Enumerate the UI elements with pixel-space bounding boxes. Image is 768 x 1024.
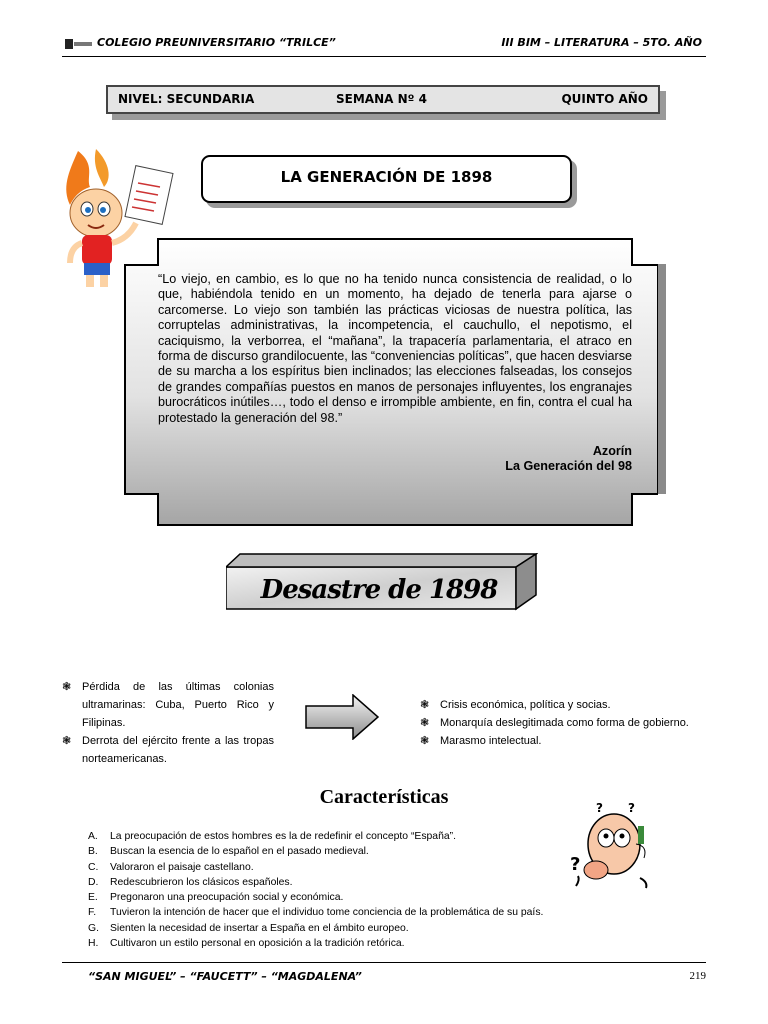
header-divider — [62, 56, 706, 57]
header-school: COLEGIO PREUNIVERSITARIO “TRILCE” — [97, 36, 336, 49]
quote-author: Azorín — [592, 444, 632, 458]
svg-text:?: ? — [628, 801, 635, 815]
list-item: D. Redescubrieron los clásicos españoles. — [88, 876, 293, 888]
list-item: ❃ Pérdida de las últimas colonias ultramarinas: Cuba, Puerto Rico y Filipinas. — [62, 678, 274, 732]
level-nivel: NIVEL: SECUNDARIA — [118, 92, 255, 106]
snowflake-bullet-icon: ❃ — [62, 735, 72, 747]
section-title-box — [201, 155, 572, 203]
header-course: III BIM – LITERATURA – 5TO. AÑO — [501, 36, 702, 49]
level-bar — [106, 85, 660, 114]
list-item: ❃ Derrota del ejército frente a las tropas norteamericanas. — [62, 732, 274, 768]
effects-list — [420, 696, 704, 750]
quote-attribution — [505, 444, 632, 475]
list-item: ❃ Marasmo intelectual. — [420, 732, 704, 750]
level-anio: QUINTO AÑO — [561, 92, 648, 106]
list-item: E. Pregonaron una preocupación social y económica. — [88, 892, 344, 904]
characteristics-title: Características — [319, 786, 449, 808]
list-item: F. Tuvieron la intención de hacer que el individuo tome conciencia de la problemática de su país. — [88, 907, 544, 919]
desastre-title: Desastre de 1898 — [260, 575, 498, 605]
list-item: C. Valoraron el paisaje castellano. — [88, 861, 254, 873]
footer-divider — [62, 962, 706, 963]
svg-text:?: ? — [570, 854, 581, 875]
snowflake-bullet-icon: ❃ — [62, 681, 72, 693]
page-number: 219 — [689, 970, 706, 982]
thinking-head-illustration — [566, 800, 662, 894]
right-arrow-icon — [305, 694, 379, 740]
quote-source: La Generación del 98 — [505, 459, 632, 474]
snowflake-bullet-icon: ❃ — [420, 735, 430, 747]
quote-box — [124, 238, 658, 526]
page-title: LA GENERACIÓN DE 1898 — [280, 168, 493, 186]
characteristics-list — [88, 829, 648, 951]
snowflake-bullet-icon: ❃ — [420, 699, 430, 711]
list-item: ❃ Monarquía deslegitimada como forma de gobierno. — [420, 714, 704, 732]
causes-list — [62, 678, 274, 768]
footer-locations: “SAN MIGUEL” – “FAUCETT” – “MAGDALENA” — [88, 970, 362, 983]
list-item: G. Sienten la necesidad de insertar a España en el ámbito europeo. — [88, 922, 409, 934]
list-item: ❃ Crisis económica, política y socias. — [420, 696, 704, 714]
list-item: B. Buscan la esencia de lo español en el pasado medieval. — [88, 846, 369, 858]
list-item: A. La preocupación de estos hombres es la de redefinir el concepto “España”. — [88, 831, 456, 842]
svg-text:?: ? — [596, 801, 603, 815]
level-semana: SEMANA Nº 4 — [336, 92, 427, 106]
quote-text: “Lo viejo, en cambio, es lo que no ha tenido nunca consistencia de realidad, o lo que, habiéndola tenido en un momento, ha dejado de tenerla para ajarse o carcomerse. Lo viejo son también las prácticas viciosas de nuestra política, las corruptelas administrativas, la incompetencia, el cauchullo, el nepotismo, el caciquismo, la verborrea, el “mañana”, la trapacería parlamentaria, el atraco en forma de discurso grandilocuente, las “conveniencias políticas”, que hacen desviarse de su marcha a los espíritus bien inclinados; las elecciones falseadas, los consejos de grandes compañías puestos en manos de personajes influyentes, los engranajes burocráticos inútiles…, todo el denso e irrompible ambiente, en fin, contra el cual ha protestado la generación del 98.” — [158, 272, 632, 425]
desastre-banner — [226, 553, 538, 611]
list-item: H. Cultivaron un estilo personal en oposición a la tradición retórica. — [88, 938, 405, 950]
snowflake-bullet-icon: ❃ — [420, 717, 430, 729]
trilce-logo — [64, 36, 94, 52]
